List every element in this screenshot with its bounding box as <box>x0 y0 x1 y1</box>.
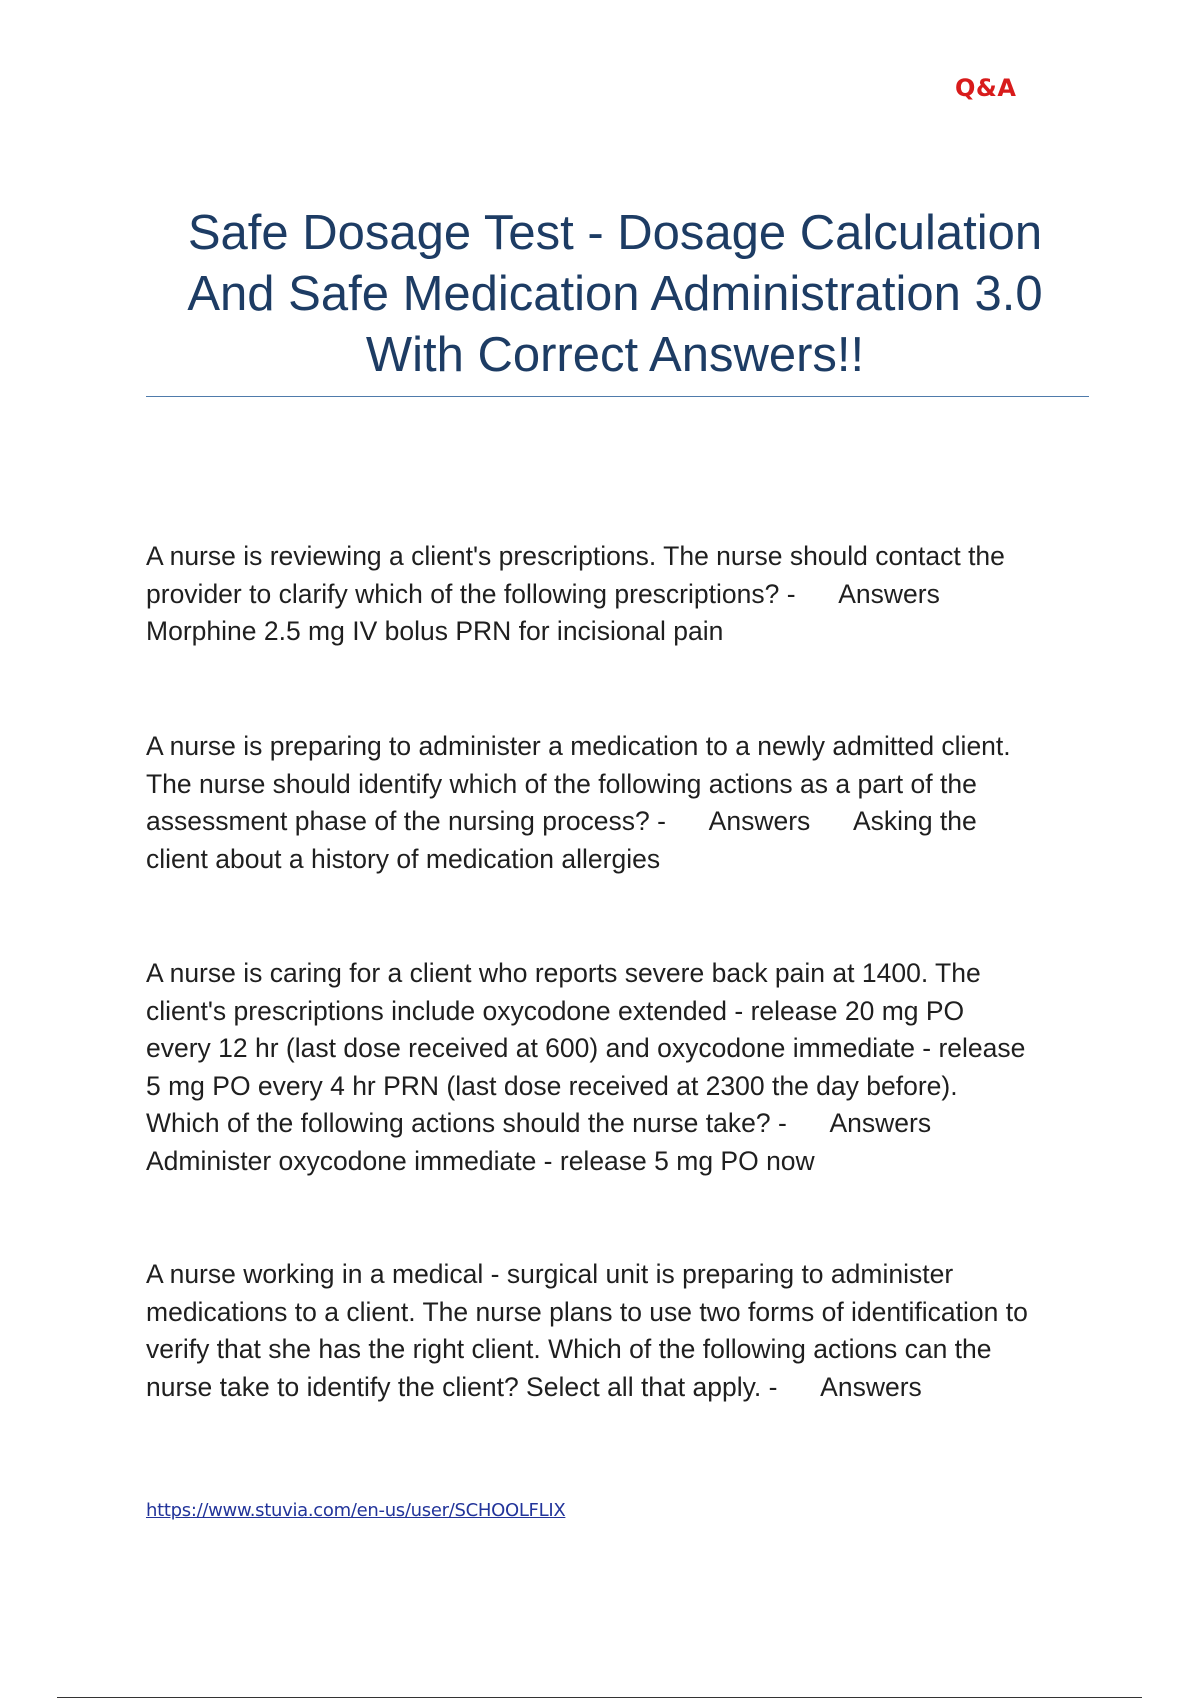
title-line-1: Safe Dosage Test - Dosage Calculation <box>187 206 1043 260</box>
qa-tag: Q&A <box>955 74 1017 102</box>
footer-divider <box>57 1697 1142 1698</box>
title-line-3: With Correct Answers!! <box>365 328 865 382</box>
question-answer-4: A nurse working in a medical - surgical unit is preparing to administer medications to a client. The nurse plans to use two forms of identification to verify that she has the right client. Which of the following actions can the nurse take to identify the client? Select all that apply. - Answers <box>146 1259 1028 1402</box>
author-profile-link[interactable]: https://www.stuvia.com/en-us/user/SCHOOLFLIX <box>146 1500 566 1521</box>
question-answer-3: A nurse is caring for a client who reports severe back pain at 1400. The client's prescriptions include oxycodone extended - release 20 mg PO every 12 hr (last dose received at 600) and oxycodone immediate - release 5 mg PO every 4 hr PRN (last dose received at 2300 the day before). Which of the following actions should the nurse take? - Answers Administer oxycodone immediate - release 5 mg PO now <box>146 958 1026 1176</box>
document-title <box>145 203 1085 386</box>
question-answer-1: A nurse is reviewing a client's prescriptions. The nurse should contact the provider to clarify which of the following prescriptions? - Answers Morphine 2.5 mg IV bolus PRN for incisional pain <box>146 541 1005 646</box>
title-line-2: And Safe Medication Administration 3.0 <box>187 267 1043 321</box>
question-answer-2: A nurse is preparing to administer a medication to a newly admitted client. The nurse should identify which of the following actions as a part of the assessment phase of the nursing process? - Answers Asking the client about a history of medication allergies <box>146 731 1011 874</box>
title-divider <box>146 396 1089 397</box>
